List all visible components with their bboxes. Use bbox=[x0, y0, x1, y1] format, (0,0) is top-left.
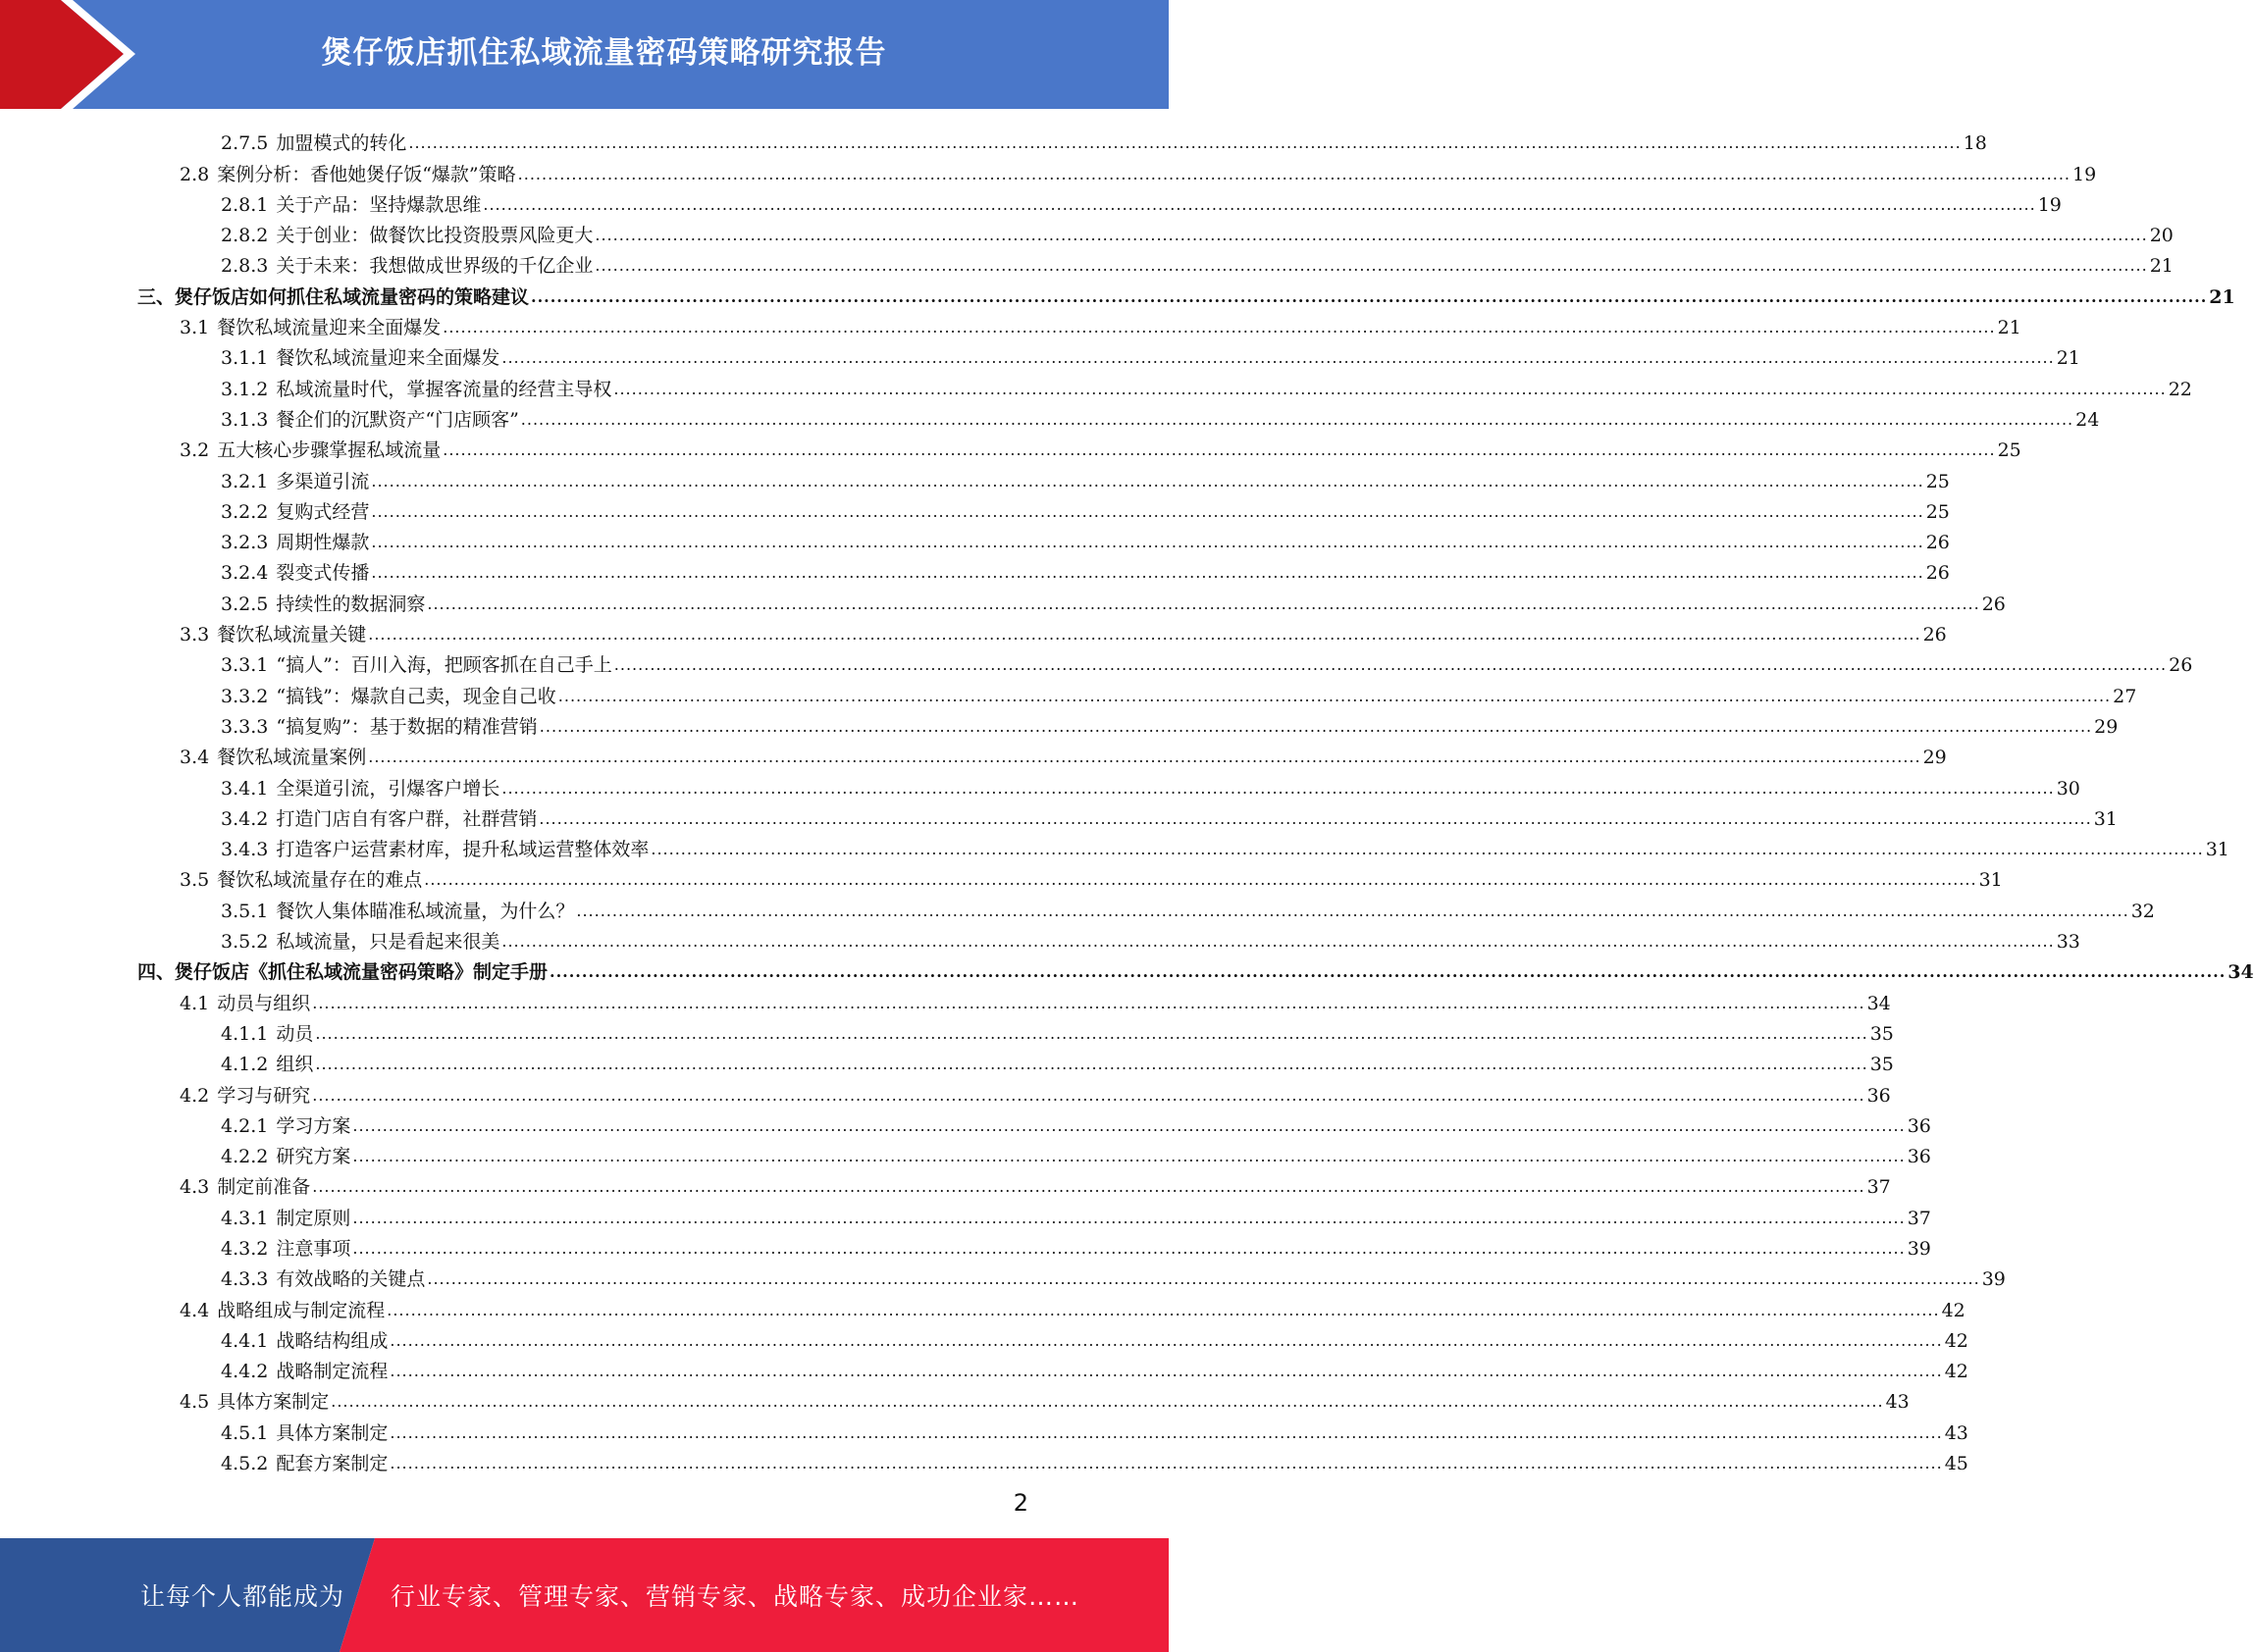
toc-entry-page: 26 bbox=[1922, 624, 1947, 646]
toc-dot-leader: .................................................................................................................................................................................................................................................................... bbox=[390, 1362, 1943, 1381]
toc-entry[interactable] bbox=[137, 124, 1987, 155]
toc-entry[interactable] bbox=[137, 1137, 1931, 1168]
toc-entry[interactable] bbox=[137, 860, 2003, 892]
toc-dot-leader: .................................................................................................................................................................................................................................................................... bbox=[595, 256, 2148, 276]
toc-entry-number: 3.3.2 bbox=[221, 685, 269, 707]
toc-entry[interactable] bbox=[137, 553, 1950, 585]
toc-entry[interactable] bbox=[137, 800, 2118, 830]
toc-entry-page: 42 bbox=[1944, 1361, 1968, 1383]
toc-entry-number: 2.8.3 bbox=[221, 255, 269, 278]
toc-entry-page: 21 bbox=[2149, 255, 2174, 278]
toc-entry-page: 25 bbox=[1997, 439, 2021, 462]
toc-entry-title: 注意事项 bbox=[276, 1237, 351, 1260]
toc-dot-leader: .................................................................................................................................................................................................................................................................... bbox=[613, 379, 2167, 398]
page-header bbox=[0, 0, 1169, 109]
toc-entry-page: 26 bbox=[2169, 654, 2193, 677]
toc-entry-title: 三、煲仔饭店如何抓住私域流量密码的策略建议 bbox=[137, 285, 530, 308]
toc-entry-number: 3.2.4 bbox=[221, 562, 269, 585]
toc-entry[interactable] bbox=[137, 922, 2080, 954]
toc-entry-title: 有效战略的关键点 bbox=[276, 1268, 426, 1291]
toc-dot-leader: .................................................................................................................................................................................................................................................................... bbox=[371, 501, 1924, 521]
toc-entry-number: 4.3.2 bbox=[221, 1237, 269, 1260]
toc-dot-leader: .................................................................................................................................................................................................................................................................... bbox=[424, 870, 1977, 890]
toc-dot-leader: .................................................................................................................................................................................................................................................................... bbox=[315, 1055, 1868, 1074]
toc-dot-leader: .................................................................................................................................................................................................................................................................... bbox=[312, 993, 1865, 1012]
toc-entry-title: 打造客户运营素材库，提升私域运营整体效率 bbox=[276, 839, 650, 861]
toc-entry[interactable] bbox=[137, 308, 2021, 339]
toc-entry-number: 3.5 bbox=[180, 869, 210, 892]
toc-entry[interactable] bbox=[137, 1352, 1968, 1383]
toc-entry-number: 3.1.3 bbox=[221, 408, 269, 431]
toc-entry-number: 3.3.3 bbox=[221, 715, 269, 738]
toc-entry-title: 餐饮私域流量迎来全面爆发 bbox=[276, 347, 500, 370]
toc-entry-page: 39 bbox=[1981, 1268, 2006, 1291]
toc-entry-number: 2.8.1 bbox=[221, 193, 269, 216]
toc-dot-leader: .................................................................................................................................................................................................................................................................... bbox=[520, 409, 2074, 429]
toc-entry-title: 加盟模式的转化 bbox=[276, 132, 407, 155]
toc-dot-leader: .................................................................................................................................................................................................................................................................... bbox=[408, 133, 1962, 153]
toc-entry-title: 战略组成与制定流程 bbox=[217, 1299, 386, 1321]
toc-dot-leader: .................................................................................................................................................................................................................................................................... bbox=[352, 1208, 1906, 1227]
page-footer bbox=[0, 1538, 1169, 1652]
toc-entry-title: 战略结构组成 bbox=[276, 1329, 389, 1352]
toc-entry[interactable] bbox=[137, 584, 2006, 615]
toc-entry[interactable] bbox=[137, 1321, 1968, 1352]
toc-entry-title: 餐饮私域流量迎来全面爆发 bbox=[217, 317, 442, 339]
toc-entry-number: 3.2.3 bbox=[221, 532, 269, 554]
toc-entry-page: 21 bbox=[2056, 347, 2080, 370]
toc-entry-number: 4.5 bbox=[180, 1391, 210, 1414]
toc-dot-leader: .................................................................................................................................................................................................................................................................... bbox=[352, 1147, 1906, 1166]
footer-slogan-right: 行业专家、管理专家、营销专家、战略专家、成功企业家…… bbox=[391, 1582, 1080, 1611]
toc-entry-title: 持续性的数据洞察 bbox=[276, 593, 426, 615]
toc-dot-leader: .................................................................................................................................................................................................................................................................... bbox=[531, 286, 2208, 306]
toc-entry-number: 3.1.1 bbox=[221, 347, 269, 370]
toc-dot-leader: .................................................................................................................................................................................................................................................................... bbox=[557, 686, 2112, 705]
toc-entry-title: 动员与组织 bbox=[217, 992, 311, 1014]
toc-dot-leader: .................................................................................................................................................................................................................................................................... bbox=[517, 164, 2071, 183]
toc-entry-number: 3.2.2 bbox=[221, 500, 269, 523]
toc-dot-leader: .................................................................................................................................................................................................................................................................... bbox=[443, 440, 1996, 460]
toc-entry[interactable] bbox=[137, 891, 2155, 922]
toc-entry[interactable] bbox=[137, 676, 2137, 707]
toc-entry-title: 周期性爆款 bbox=[276, 532, 370, 554]
toc-entry-number: 4.1.2 bbox=[221, 1054, 269, 1076]
toc-entry-page: 29 bbox=[1922, 747, 1947, 769]
toc-entry-title: 餐企们的沉默资产“门店顾客” bbox=[276, 408, 519, 431]
toc-entry-number: 3.2 bbox=[180, 439, 210, 462]
toc-entry-page: 22 bbox=[2168, 378, 2192, 400]
toc-entry-page: 26 bbox=[1925, 532, 1950, 554]
toc-entry-title: 学习与研究 bbox=[217, 1084, 311, 1107]
toc-dot-leader: .................................................................................................................................................................................................................................................................... bbox=[368, 748, 1921, 767]
toc-entry-title: 四、煲仔饭店《抓住私域流量密码策略》制定手册 bbox=[137, 961, 549, 984]
toc-entry-number: 2.8 bbox=[180, 163, 210, 185]
toc-entry-page: 36 bbox=[1907, 1114, 1931, 1137]
toc-entry-title: 多渠道引流 bbox=[276, 470, 370, 492]
toc-entry[interactable] bbox=[137, 1290, 1966, 1321]
toc-entry-page: 21 bbox=[2209, 285, 2235, 308]
toc-entry[interactable] bbox=[137, 1198, 1931, 1229]
toc-entry-page: 35 bbox=[1869, 1054, 1894, 1076]
toc-entry-page: 37 bbox=[1866, 1176, 1891, 1199]
toc-entry-title: 具体方案制定 bbox=[217, 1391, 330, 1414]
toc-entry-title: 关于产品：坚持爆款思维 bbox=[276, 193, 482, 216]
toc-entry[interactable] bbox=[137, 1014, 1894, 1045]
toc-dot-leader: .................................................................................................................................................................................................................................................................... bbox=[352, 1115, 1906, 1135]
toc-entry[interactable] bbox=[137, 492, 1950, 523]
toc-entry-title: 五大核心步骤掌握私域流量 bbox=[217, 439, 442, 462]
toc-dot-leader: .................................................................................................................................................................................................................................................................... bbox=[501, 778, 2055, 798]
toc-entry-page: 24 bbox=[2075, 408, 2100, 431]
toc-entry-title: 战略制定流程 bbox=[276, 1361, 389, 1383]
toc-dot-leader: .................................................................................................................................................................................................................................................................... bbox=[613, 655, 2168, 675]
toc-dot-leader: .................................................................................................................................................................................................................................................................... bbox=[387, 1300, 1940, 1319]
toc-dot-leader: .................................................................................................................................................................................................................................................................... bbox=[390, 1422, 1943, 1442]
toc-entry-page: 19 bbox=[2037, 193, 2062, 216]
toc-entry-number: 4.3 bbox=[180, 1176, 210, 1199]
toc-dot-leader: .................................................................................................................................................................................................................................................................... bbox=[539, 808, 2092, 828]
toc-entry[interactable] bbox=[137, 461, 1950, 492]
toc-entry-number: 3.4.3 bbox=[221, 839, 269, 861]
toc-entry[interactable] bbox=[137, 1382, 1910, 1414]
toc-dot-leader: .................................................................................................................................................................................................................................................................... bbox=[539, 716, 2093, 736]
toc-entry-title: 组织 bbox=[276, 1054, 314, 1076]
toc-entry-title: 学习方案 bbox=[276, 1114, 351, 1137]
toc-entry-number: 3.1.2 bbox=[221, 378, 269, 400]
toc-dot-leader: .................................................................................................................................................................................................................................................................... bbox=[443, 318, 1996, 337]
toc-entry-number: 4.3.1 bbox=[221, 1207, 269, 1229]
toc-entry[interactable] bbox=[137, 369, 2192, 400]
toc-entry-number: 3.1 bbox=[180, 317, 210, 339]
toc-dot-leader: .................................................................................................................................................................................................................................................................... bbox=[331, 1392, 1884, 1412]
toc-entry-title: 餐饮人集体瞄准私域流量，为什么？ bbox=[276, 900, 575, 922]
toc-entry-page: 26 bbox=[1925, 562, 1950, 585]
toc-dot-leader: .................................................................................................................................................................................................................................................................... bbox=[390, 1330, 1943, 1350]
footer-slogan-left: 让每个人都能成为 bbox=[140, 1582, 345, 1611]
toc-entry-page: 27 bbox=[2113, 685, 2137, 707]
toc-entry-title: 全渠道引流，引爆客户增长 bbox=[276, 777, 500, 800]
toc-entry[interactable] bbox=[137, 185, 2062, 216]
toc-entry-title: 关于创业：做餐饮比投资股票风险更大 bbox=[276, 225, 594, 247]
toc-entry-page: 42 bbox=[1944, 1329, 1968, 1352]
toc-entry-number: 3.4.1 bbox=[221, 777, 269, 800]
toc-entry-page: 30 bbox=[2056, 777, 2080, 800]
toc-entry-page: 43 bbox=[1944, 1421, 1968, 1444]
toc-entry[interactable] bbox=[137, 523, 1950, 554]
toc-entry-page: 39 bbox=[1907, 1237, 1931, 1260]
toc-entry-title: 案例分析：香他她煲仔饭“爆款”策略 bbox=[217, 163, 516, 185]
toc-entry-title: 关于未来：我想做成世界级的千亿企业 bbox=[276, 255, 594, 278]
toc-entry-number: 3.3 bbox=[180, 624, 210, 646]
toc-entry[interactable] bbox=[137, 1075, 1891, 1107]
toc-entry-number: 4.2 bbox=[180, 1084, 210, 1107]
toc-entry[interactable] bbox=[137, 707, 2119, 738]
toc-entry-page: 29 bbox=[2094, 715, 2119, 738]
toc-entry-page: 19 bbox=[2072, 163, 2097, 185]
toc-entry-page: 36 bbox=[1907, 1146, 1931, 1168]
toc-entry[interactable] bbox=[137, 830, 2229, 861]
toc-dot-leader: .................................................................................................................................................................................................................................................................... bbox=[427, 594, 1980, 613]
toc-entry-title: 制定前准备 bbox=[217, 1176, 311, 1199]
toc-entry-title: “搞复购”：基于数据的精准营销 bbox=[276, 715, 538, 738]
toc-entry-number: 4.1 bbox=[180, 992, 210, 1014]
toc-dot-leader: .................................................................................................................................................................................................................................................................... bbox=[576, 901, 2129, 920]
toc-entry-page: 42 bbox=[1941, 1299, 1966, 1321]
toc-entry-number: 4.3.3 bbox=[221, 1268, 269, 1291]
toc-entry-page: 31 bbox=[2205, 839, 2229, 861]
toc-entry-number: 4.1.1 bbox=[221, 1022, 269, 1045]
toc-entry-page: 43 bbox=[1885, 1391, 1910, 1414]
toc-entry[interactable] bbox=[137, 1260, 2006, 1291]
toc-entry[interactable] bbox=[137, 1413, 1968, 1444]
toc-entry-title: 动员 bbox=[276, 1022, 314, 1045]
toc-entry[interactable] bbox=[137, 1107, 1931, 1137]
toc-dot-leader: .................................................................................................................................................................................................................................................................... bbox=[651, 840, 2204, 859]
table-of-contents bbox=[137, 124, 2254, 1475]
toc-dot-leader: .................................................................................................................................................................................................................................................................... bbox=[312, 1177, 1865, 1197]
toc-entry[interactable] bbox=[137, 983, 1891, 1014]
toc-dot-leader: .................................................................................................................................................................................................................................................................... bbox=[352, 1238, 1906, 1258]
toc-entry[interactable] bbox=[137, 1444, 1968, 1475]
toc-entry[interactable] bbox=[137, 645, 2193, 677]
toc-entry[interactable] bbox=[137, 953, 2254, 984]
toc-entry-number: 4.5.1 bbox=[221, 1421, 269, 1444]
toc-entry-page: 31 bbox=[1978, 869, 2003, 892]
toc-dot-leader: .................................................................................................................................................................................................................................................................... bbox=[312, 1085, 1865, 1105]
toc-entry[interactable] bbox=[137, 738, 1947, 769]
toc-dot-leader: .................................................................................................................................................................................................................................................................... bbox=[483, 194, 2036, 214]
toc-entry-title: 研究方案 bbox=[276, 1146, 351, 1168]
toc-entry-page: 25 bbox=[1925, 470, 1950, 492]
toc-entry-number: 2.7.5 bbox=[221, 132, 269, 155]
toc-entry[interactable] bbox=[137, 1229, 1931, 1260]
toc-entry-page: 26 bbox=[1981, 593, 2006, 615]
toc-entry-number: 4.5.2 bbox=[221, 1453, 269, 1475]
toc-entry-number: 2.8.2 bbox=[221, 225, 269, 247]
toc-entry-number: 3.4.2 bbox=[221, 807, 269, 830]
toc-entry[interactable] bbox=[137, 338, 2080, 370]
toc-entry-number: 3.2.5 bbox=[221, 593, 269, 615]
toc-entry-page: 18 bbox=[1963, 132, 1987, 155]
toc-entry-title: 餐饮私域流量关键 bbox=[217, 624, 367, 646]
toc-entry-title: 配套方案制定 bbox=[276, 1453, 389, 1475]
toc-entry-page: 36 bbox=[1866, 1084, 1891, 1107]
toc-entry-title: 私域流量，只是看起来很美 bbox=[276, 931, 500, 954]
toc-entry-title: 餐饮私域流量案例 bbox=[217, 747, 367, 769]
toc-entry-page: 33 bbox=[2056, 931, 2080, 954]
toc-dot-leader: .................................................................................................................................................................................................................................................................... bbox=[371, 471, 1924, 490]
toc-entry[interactable] bbox=[137, 768, 2080, 800]
toc-entry[interactable] bbox=[137, 400, 2100, 431]
page-title: 煲仔饭店抓住私域流量密码策略研究报告 bbox=[321, 34, 887, 71]
toc-entry[interactable] bbox=[137, 246, 2174, 278]
toc-dot-leader: .................................................................................................................................................................................................................................................................... bbox=[368, 625, 1921, 645]
toc-entry-page: 45 bbox=[1944, 1453, 1968, 1475]
toc-dot-leader: .................................................................................................................................................................................................................................................................... bbox=[315, 1023, 1868, 1043]
toc-entry-page: 35 bbox=[1869, 1022, 1894, 1045]
toc-entry-title: 具体方案制定 bbox=[276, 1421, 389, 1444]
toc-entry-number: 4.2.2 bbox=[221, 1146, 269, 1168]
toc-dot-leader: .................................................................................................................................................................................................................................................................... bbox=[501, 932, 2055, 952]
toc-dot-leader: .................................................................................................................................................................................................................................................................... bbox=[427, 1269, 1980, 1289]
toc-entry[interactable] bbox=[137, 216, 2174, 247]
toc-dot-leader: .................................................................................................................................................................................................................................................................... bbox=[371, 533, 1924, 552]
toc-dot-leader: .................................................................................................................................................................................................................................................................... bbox=[595, 226, 2148, 245]
page-number: 2 bbox=[1013, 1489, 1028, 1517]
toc-entry-number: 4.2.1 bbox=[221, 1114, 269, 1137]
toc-entry-title: 制定原则 bbox=[276, 1207, 351, 1229]
toc-entry-title: “搞人”：百川入海，把顾客抓在自己手上 bbox=[276, 654, 612, 677]
toc-dot-leader: .................................................................................................................................................................................................................................................................... bbox=[550, 962, 2227, 982]
toc-entry-title: 私域流量时代，掌握客流量的经营主导权 bbox=[276, 378, 612, 400]
toc-dot-leader: .................................................................................................................................................................................................................................................................... bbox=[371, 563, 1924, 583]
toc-dot-leader: .................................................................................................................................................................................................................................................................... bbox=[390, 1454, 1943, 1473]
toc-entry[interactable] bbox=[137, 154, 2097, 185]
toc-entry[interactable] bbox=[137, 277, 2235, 308]
toc-entry-page: 34 bbox=[1866, 992, 1891, 1014]
toc-entry-page: 20 bbox=[2149, 225, 2174, 247]
toc-entry-number: 4.4.2 bbox=[221, 1361, 269, 1383]
toc-entry-page: 32 bbox=[2130, 900, 2155, 922]
toc-entry-number: 3.5.1 bbox=[221, 900, 269, 922]
toc-entry-page: 21 bbox=[1997, 317, 2021, 339]
toc-entry-number: 3.5.2 bbox=[221, 931, 269, 954]
toc-entry-number: 3.4 bbox=[180, 747, 210, 769]
toc-entry-page: 37 bbox=[1907, 1207, 1931, 1229]
toc-entry-title: 裂变式传播 bbox=[276, 562, 370, 585]
toc-entry-number: 3.3.1 bbox=[221, 654, 269, 677]
toc-entry[interactable] bbox=[137, 615, 1947, 646]
toc-entry-number: 4.4 bbox=[180, 1299, 210, 1321]
toc-entry-title: 餐饮私域流量存在的难点 bbox=[217, 869, 423, 892]
toc-entry-title: 复购式经营 bbox=[276, 500, 370, 523]
toc-entry[interactable] bbox=[137, 431, 2021, 462]
toc-entry-number: 3.2.1 bbox=[221, 470, 269, 492]
toc-entry[interactable] bbox=[137, 1045, 1894, 1076]
toc-entry-page: 31 bbox=[2093, 807, 2118, 830]
toc-entry-page: 34 bbox=[2228, 961, 2254, 984]
toc-entry-title: “搞钱”：爆款自己卖，现金自己收 bbox=[276, 685, 556, 707]
toc-entry[interactable] bbox=[137, 1167, 1891, 1199]
toc-entry-title: 打造门店自有客户群，社群营销 bbox=[276, 807, 538, 830]
toc-dot-leader: .................................................................................................................................................................................................................................................................... bbox=[501, 348, 2055, 368]
toc-entry-number: 4.4.1 bbox=[221, 1329, 269, 1352]
toc-entry-page: 25 bbox=[1925, 500, 1950, 523]
